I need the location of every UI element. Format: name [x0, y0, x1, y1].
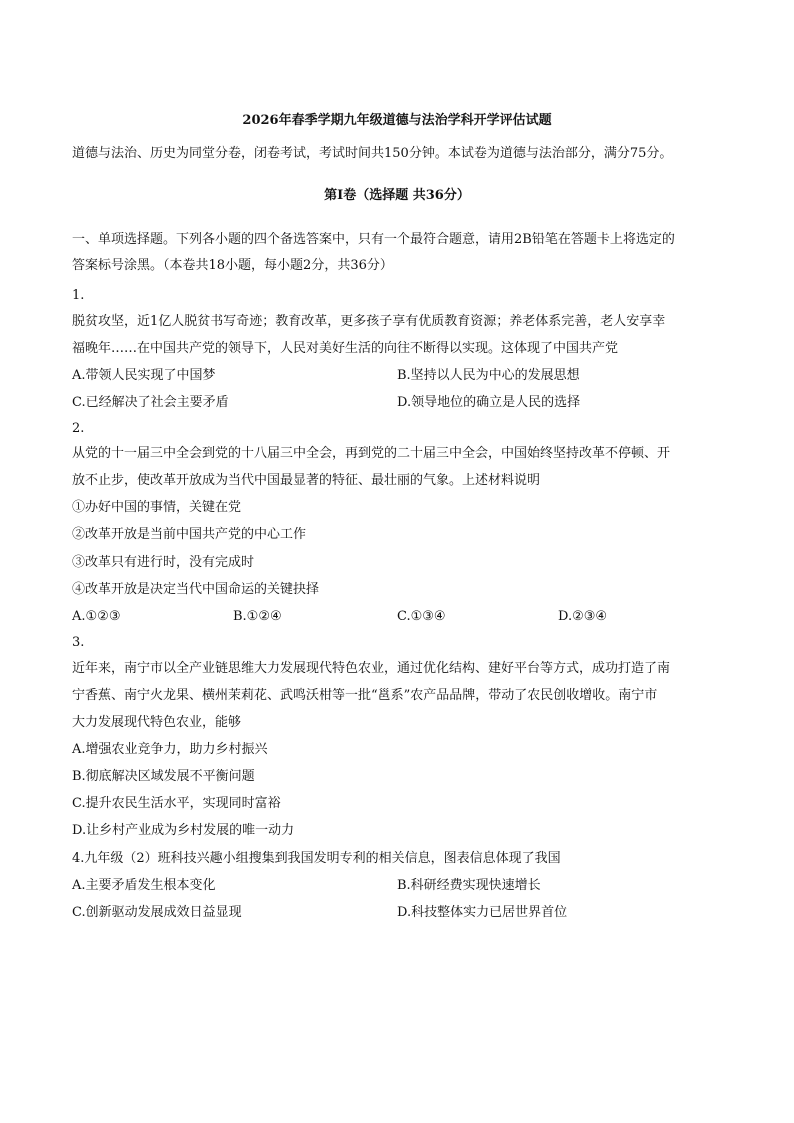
- question-stem: 从党的十一届三中全会到党的十八届三中全会，再到党的二十届三中全会，中国始终坚持改革不停顿、开: [72, 446, 671, 461]
- question-stem: 放不止步，使改革开放成为当代中国最显著的特征、最壮丽的气象。上述材料说明: [72, 473, 541, 488]
- question-number: 1.: [72, 288, 85, 303]
- instruction-line: 一、单项选择题。下列各小题的四个备选答案中，只有一个最符合题意，请用2B铅笔在答题卡上将选定的: [72, 232, 675, 247]
- option-c: C.①③④: [397, 609, 446, 624]
- question-stem: 福晚年……在中国共产党的领导下，人民对美好生活的向往不断得以实现。这体现了中国共产党: [72, 341, 619, 356]
- option-c: C.创新驱动发展成效日益显现: [72, 905, 242, 920]
- question-4-line: [72, 851, 732, 867]
- option-a: A.带领人民实现了中国梦: [72, 368, 216, 383]
- question-stem: 近年来，南宁市以全产业链思维大力发展现代特色农业，通过优化结构、建好平台等方式，成功打造了南: [72, 661, 671, 676]
- option-a: A.增强农业竞争力，助力乡村振兴: [72, 742, 268, 757]
- option-b: B.坚持以人民为中心的发展思想: [397, 368, 580, 383]
- question-number: 4.: [72, 851, 85, 866]
- section-title: 第Ⅰ卷（选择题 共36分）: [324, 188, 470, 203]
- option-d: D.领导地位的确立是人民的选择: [397, 395, 581, 410]
- exam-intro: 道德与法治、历史为同堂分卷，闭卷考试，考试时间共150分钟。本试卷为道德与法治部分，满分75分。: [72, 146, 673, 161]
- option-c: C.提升农民生活水平，实现同时富裕: [72, 796, 281, 811]
- question-stem: 宁香蕉、南宁火龙果、横州茉莉花、武鸣沃柑等一批“邕系”农产品品牌，带动了农民创收增收。南宁市: [72, 688, 658, 703]
- option-d: D.让乡村产业成为乡村发展的唯一动力: [72, 823, 295, 838]
- question-number: 2.: [72, 421, 85, 436]
- statement-item: ③改革只有进行时，没有完成时: [72, 555, 255, 570]
- instruction-line: 答案标号涂黑。（本卷共18小题，每小题2分，共36分）: [72, 258, 393, 273]
- exam-title: 2026年春季学期九年级道德与法治学科开学评估试题: [242, 113, 552, 128]
- question-stem: 脱贫攻坚，近1亿人脱贫书写奇迹；教育改革，更多孩子享有优质教育资源；养老体系完善，老人安享幸: [72, 314, 666, 329]
- option-d: D.②③④: [558, 609, 608, 624]
- question-stem: 大力发展现代特色农业，能够: [72, 715, 242, 730]
- option-b: B.科研经费实现快速增长: [397, 878, 541, 893]
- option-b: B.彻底解决区域发展不平衡问题: [72, 769, 255, 784]
- option-c: C.已经解决了社会主要矛盾: [72, 395, 229, 410]
- statement-item: ②改革开放是当前中国共产党的中心工作: [72, 527, 307, 542]
- option-a: A.主要矛盾发生根本变化: [72, 878, 216, 893]
- question-number: 3.: [72, 635, 85, 650]
- option-b: B.①②④: [233, 609, 282, 624]
- statement-item: ①办好中国的事情，关键在党: [72, 500, 242, 515]
- question-stem: 九年级（2）班科技兴趣小组搜集到我国发明专利的相关信息，图表信息体现了我国: [84, 851, 561, 866]
- option-d: D.科技整体实力已居世界首位: [397, 905, 568, 920]
- option-a: A.①②③: [72, 609, 121, 624]
- statement-item: ④改革开放是决定当代中国命运的关键抉择: [72, 582, 320, 597]
